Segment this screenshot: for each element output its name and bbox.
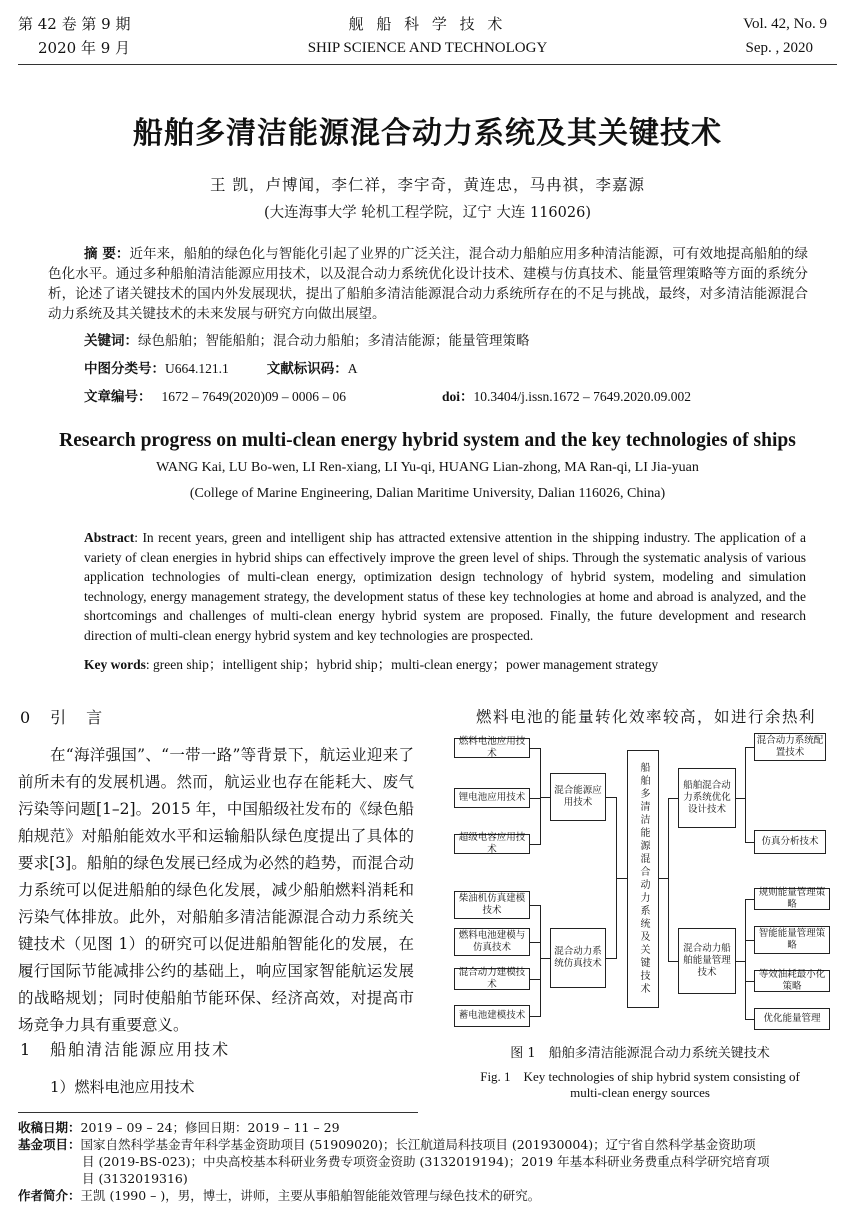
section-0-heading: 0 引 言 xyxy=(20,708,105,727)
abstract-en-label: Abstract xyxy=(84,530,135,545)
abstract-zh xyxy=(48,244,808,324)
keywords-zh xyxy=(84,331,530,351)
affiliation-en: (College of Marine Engineering, Dalian Maritime University, Dalian 116026, China) xyxy=(189,486,666,501)
journal-volume-en: Vol. 42, No. 9 xyxy=(743,16,827,32)
article-no-value: 1672 – 7649(2020)09 – 0006 – 06 xyxy=(161,389,346,404)
connector xyxy=(745,899,754,900)
connector xyxy=(616,878,627,879)
header-rule xyxy=(18,64,837,65)
doi-value: 10.3404/j.issn.1672 – 7649.2020.09.002 xyxy=(473,389,692,404)
connector xyxy=(659,878,668,879)
journal-name-en: SHIP SCIENCE AND TECHNOLOGY xyxy=(307,40,548,56)
connector xyxy=(530,798,540,799)
connector xyxy=(530,748,540,749)
abstract-en xyxy=(84,528,806,645)
diagram-battery-modeling: 蓄电池建模技术 xyxy=(454,1005,530,1027)
article-no-label: 文章编号： xyxy=(84,389,152,405)
diagram-supercapacitor-app: 超级电容应用技术 xyxy=(454,834,530,854)
footnote-fund xyxy=(18,1136,818,1153)
journal-name-zh: 舰 船 科 学 技 术 xyxy=(348,15,507,33)
diagram-fuel-cell-app: 燃料电池应用技术 xyxy=(454,738,530,758)
abstract-en-text: : In recent years, green and intelligent ship has attracted extensive attention in the shipping industry. The application of a variety of clean energies in hybrid ships can effectively improve the green level of ships. Through the systematic analysis of various application technologies of multi-clean energy, optimization design technology of hybrid system, modeling and simulation technology, energy management strategy, the development status of these key technologies at home and abroad is analyzed, and the shortcomings and challenges of multi-clean energy hybrid system are proposed. Finally, the future development and research direction of multi-clean energy hybrid system and key technologies are prospected. xyxy=(84,530,806,643)
figure-1-caption-zh: 图 1 船舶多清洁能源混合动力系统关键技术 xyxy=(510,1046,770,1061)
author-label: 作者简介： xyxy=(18,1188,81,1203)
affiliation-zh: (大连海事大学 轮机工程学院，辽宁 大连 116026) xyxy=(264,205,591,221)
connector xyxy=(745,981,754,982)
connector xyxy=(668,798,678,799)
clc-value: U664.121.1 xyxy=(165,361,229,376)
diagram-lithium-battery-app: 锂电池应用技术 xyxy=(454,788,530,808)
doi-label: doi： xyxy=(442,389,474,404)
keywords-zh-text: 绿色船舶；智能船舶；混合动力船舶；多清洁能源；能量管理策略 xyxy=(138,333,530,349)
connector xyxy=(668,798,669,962)
fund-line-3: 目 (3132019316) xyxy=(82,1171,188,1186)
diagram-hybrid-modeling: 混合动力建模技术 xyxy=(454,968,530,990)
connector xyxy=(530,942,540,943)
connector xyxy=(540,958,550,959)
doc-code-label: 文献标识码： xyxy=(266,361,348,377)
footnote-author xyxy=(18,1187,540,1204)
keywords-en-text: : green ship；intelligent ship；hybrid ship；multi-clean energy；power management strategy xyxy=(145,657,659,672)
figure-1-caption-en-line2: multi-clean energy sources xyxy=(570,1085,710,1100)
connector xyxy=(530,905,540,906)
diagram-left-group-a: 混合能源应用技术 xyxy=(550,773,606,821)
diagram-rule-strategy: 规则能量管理策略 xyxy=(754,888,830,910)
diagram-optimal-management: 优化能量管理 xyxy=(754,1008,830,1030)
connector xyxy=(736,798,745,799)
diagram-intelligent-strategy: 智能能量管理策略 xyxy=(754,926,830,954)
diagram-right-group-b: 混合动力船舶能量管理技术 xyxy=(678,928,736,994)
connector xyxy=(745,747,754,748)
received-label: 收稿日期： xyxy=(18,1120,81,1135)
abstract-zh-label: 摘 要： xyxy=(84,246,130,262)
fund-line-2: 目 (2019-BS-023)；中央高校基本科研业务费专项资金资助 (3132019194)；2019 年基本科研业务费重点科学研究培育项 xyxy=(82,1154,770,1169)
connector xyxy=(606,958,616,959)
keywords-en xyxy=(84,653,658,673)
connector xyxy=(530,979,540,980)
figure-1-diagram xyxy=(440,728,840,1033)
diagram-diesel-modeling: 柴油机仿真建模技术 xyxy=(454,891,530,919)
diagram-center-node: 船舶多清洁能源混合动力系统及关键技术 xyxy=(627,750,659,1008)
authors-en: WANG Kai, LU Bo-wen, LI Ren-xiang, LI Yu-qi, HUANG Lian-zhong, MA Ran-qi, LI Jia-yuan xyxy=(156,460,699,475)
connector xyxy=(745,940,754,941)
connector xyxy=(540,797,550,798)
received-value: 2019 – 09 – 24；修回日期：2019 – 11 – 29 xyxy=(80,1120,340,1135)
diagram-ecms-strategy: 等效油耗最小化策略 xyxy=(754,970,830,992)
authors-zh: 王 凯，卢博闻，李仁祥，李宇奇，黄连忠，马冉祺，李嘉源 xyxy=(210,176,645,194)
page-title-en: Research progress on multi-clean energy hybrid system and the key technologies of ships xyxy=(59,430,796,451)
keywords-en-label: Key words xyxy=(84,657,146,672)
diagram-hybrid-config: 混合动力系统配置技术 xyxy=(754,733,826,761)
diagram-simulation-analysis: 仿真分析技术 xyxy=(754,830,826,854)
connector xyxy=(745,747,746,843)
author-value: 王凯 (1990 – )，男，博士，讲师，主要从事船舶智能能效管理与绿色技术的研究。 xyxy=(80,1188,541,1203)
connector xyxy=(668,961,678,962)
connector xyxy=(530,844,540,845)
footnote-received xyxy=(18,1119,340,1136)
diagram-left-group-b: 混合动力系统仿真技术 xyxy=(550,928,606,988)
page-title-zh: 船舶多清洁能源混合动力系统及其关键技术 xyxy=(133,116,722,151)
figure-1-caption-en-line1: Fig. 1 Key technologies of ship hybrid system consisting of xyxy=(480,1069,800,1084)
diagram-fuel-cell-modeling: 燃料电池建模与仿真技术 xyxy=(454,928,530,956)
connector xyxy=(745,899,746,1020)
diagram-right-group-a: 船舶混合动力系统优化设计技术 xyxy=(678,768,736,828)
fund-label: 基金项目： xyxy=(18,1137,81,1152)
section-1-subheading: 1）燃料电池应用技术 xyxy=(50,1078,195,1096)
connector xyxy=(530,1016,540,1017)
section-0-paragraph: 在“海洋强国”、“一带一路”等背景下，航运业迎来了前所未有的发展机遇。然而，航运业也存在能耗大、废气污染等问题[1–2]。2015 年，中国船级社发布的《绿色船舶规范》对船舶能效水平和运输船队绿色度提出了具体的要求[3]。船舶的绿色发展已经成为必然的趋势，而混合动力系统可以促进船舶的绿色化发展，减少船舶燃料消耗和污染气体排放。此外，对船舶多清洁能源混合动力系统关键技术（见图 1）的研究可以促进船舶智能化的发展，在履行国际节能减排公约的基础上，响应国家智能航运发展的战略规划；同时使船舶节能环保、经济高效，对提高市场竞争力具有重要意义。 xyxy=(18,746,414,1034)
section-1-heading: 1 船舶清洁能源应用技术 xyxy=(20,1040,231,1059)
keywords-zh-label: 关键词： xyxy=(84,333,138,349)
connector xyxy=(745,1019,754,1020)
connector xyxy=(745,842,754,843)
journal-date-en: Sep. , 2020 xyxy=(745,40,813,56)
right-column-text: 燃料电池的能量转化效率较高，如进行余热利 xyxy=(476,708,817,726)
abstract-zh-text: 近年来，船舶的绿色化与智能化引起了业界的广泛关注，混合动力船舶应用多种清洁能源，可有效地提高船舶的绿色化水平。通过多种船舶清洁能源应用技术，以及混合动力系统优化设计技术、建模与仿真技术、能量管理策略等方面的系统分析，论述了诸关键技术的国内外发展现状，提出了船舶多清洁能源混合动力系统所存在的不足与挑战，最终，对多清洁能源混合动力系统及其关键技术的未来发展与研究方向做出展望。 xyxy=(48,246,809,322)
footnote-rule xyxy=(18,1112,418,1113)
clc-label: 中图分类号： xyxy=(84,361,165,377)
doc-code-value: A xyxy=(347,361,358,376)
journal-volume-zh: 第 42 卷 第 9 期 xyxy=(18,15,131,33)
connector xyxy=(540,905,541,1017)
journal-date-zh: 2020 年 9 月 xyxy=(38,39,131,57)
article-number xyxy=(84,387,346,407)
doi xyxy=(442,387,691,407)
connector xyxy=(606,797,616,798)
connector xyxy=(736,961,745,962)
classification xyxy=(84,359,358,379)
fund-line-1: 国家自然科学基金青年科学基金资助项目 (51909020)；长江航道局科技项目 (201930004)；辽宁省自然科学基金资助项 xyxy=(80,1137,756,1152)
